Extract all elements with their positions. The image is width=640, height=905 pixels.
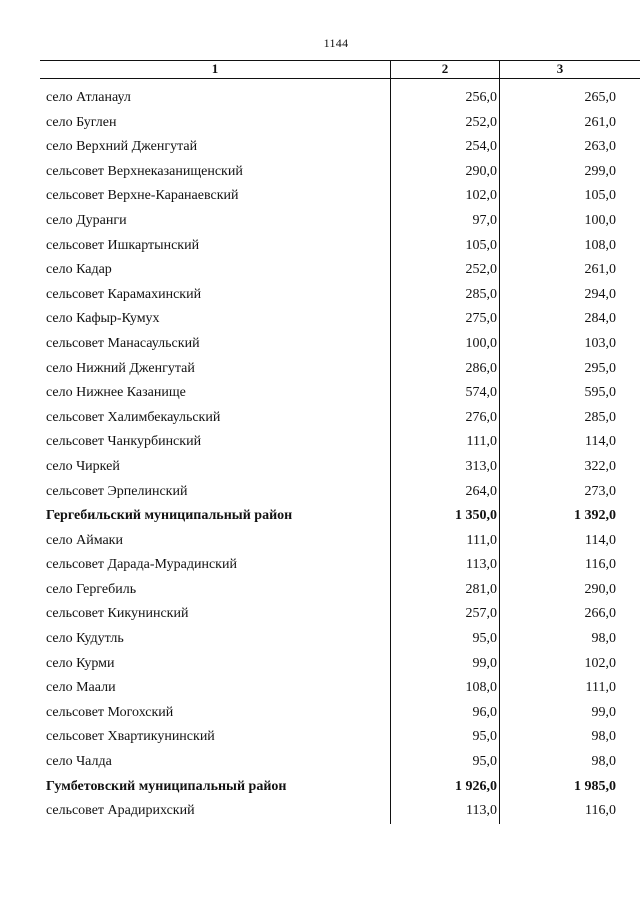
cell-value-3: 114,0 xyxy=(585,532,616,548)
cell-value-3: 114,0 xyxy=(585,434,616,450)
cell-name: сельсовет Халимбекаульский xyxy=(46,409,221,425)
cell-name: сельсовет Могохский xyxy=(46,704,174,720)
table-row xyxy=(40,430,640,455)
table-header-row xyxy=(40,60,640,79)
cell-name: село Кудутль xyxy=(46,631,124,647)
cell-value-2: 99,0 xyxy=(390,652,500,677)
cell-value-2: 286,0 xyxy=(390,357,500,382)
table-row xyxy=(40,750,640,775)
cell-value-3: 261,0 xyxy=(584,262,616,278)
cell-value-2: 254,0 xyxy=(390,135,500,160)
column-header-3: 3 xyxy=(556,61,564,76)
table-body xyxy=(40,86,640,824)
cell-value-2: 102,0 xyxy=(390,184,500,209)
cell-value-3: 265,0 xyxy=(584,90,616,105)
cell-value-2: 285,0 xyxy=(390,283,500,308)
cell-name: сельсовет Кикунинский xyxy=(46,606,189,622)
cell-value-3: 108,0 xyxy=(584,237,616,253)
table-row xyxy=(40,209,640,234)
cell-value-3: 116,0 xyxy=(585,803,616,819)
cell-value-2: 252,0 xyxy=(390,111,500,136)
cell-name: село Нижнее Казанище xyxy=(46,385,186,401)
cell-value-3: 294,0 xyxy=(584,286,616,302)
cell-value-3: 266,0 xyxy=(584,606,616,622)
table-row xyxy=(40,578,640,603)
cell-value-3: 595,0 xyxy=(584,385,616,401)
cell-value-2: 1 350,0 xyxy=(390,504,500,529)
cell-value-3: 116,0 xyxy=(585,557,616,573)
cell-name: село Чиркей xyxy=(46,458,120,474)
table-row xyxy=(40,480,640,505)
cell-value-2: 108,0 xyxy=(390,676,500,701)
cell-value-3: 98,0 xyxy=(591,754,616,770)
page-number: 1144 xyxy=(323,36,349,50)
cell-name: Гергебильский муниципальный район xyxy=(46,508,293,524)
cell-value-2: 313,0 xyxy=(390,455,500,480)
cell-name: село Буглен xyxy=(46,114,117,130)
cell-name: сельсовет Дарада-Мурадинский xyxy=(46,557,237,573)
data-table xyxy=(40,60,640,824)
table-spacer xyxy=(40,79,640,86)
cell-value-3: 285,0 xyxy=(584,409,616,425)
cell-value-2: 256,0 xyxy=(390,86,500,111)
cell-name: сельсовет Верхне-Каранаевский xyxy=(46,188,239,204)
table-row xyxy=(40,283,640,308)
cell-value-2: 257,0 xyxy=(390,602,500,627)
cell-name: село Гергебиль xyxy=(46,581,137,597)
table-row xyxy=(40,602,640,627)
cell-name: сельсовет Арадирихский xyxy=(46,803,195,819)
cell-value-3: 295,0 xyxy=(584,360,616,376)
cell-name: сельсовет Карамахинский xyxy=(46,286,202,302)
cell-value-3: 273,0 xyxy=(584,483,616,499)
table-row xyxy=(40,553,640,578)
cell-value-3: 98,0 xyxy=(591,729,616,745)
table-row-district xyxy=(40,504,640,529)
cell-name: сельсовет Ишкартынский xyxy=(46,237,200,253)
cell-name: Гумбетовский муниципальный район xyxy=(46,778,287,794)
table-row xyxy=(40,701,640,726)
cell-name: село Атланаул xyxy=(46,90,131,105)
cell-name: сельсовет Верхнеказанищенский xyxy=(46,163,243,179)
cell-value-2: 281,0 xyxy=(390,578,500,603)
table-row xyxy=(40,184,640,209)
cell-value-3: 103,0 xyxy=(584,335,616,351)
cell-value-2: 111,0 xyxy=(390,430,500,455)
cell-name: село Кафыр-Кумух xyxy=(46,311,160,327)
cell-value-3: 100,0 xyxy=(584,212,616,228)
cell-value-3: 261,0 xyxy=(584,114,616,130)
cell-value-2: 95,0 xyxy=(390,750,500,775)
cell-name: село Дуранги xyxy=(46,212,127,228)
column-header-1: 1 xyxy=(211,61,219,76)
cell-value-2: 97,0 xyxy=(390,209,500,234)
cell-value-3: 284,0 xyxy=(584,311,616,327)
cell-value-2: 105,0 xyxy=(390,234,500,259)
table-row-district xyxy=(40,775,640,800)
table-row xyxy=(40,86,640,111)
cell-name: село Аймаки xyxy=(46,532,123,548)
cell-name: село Верхний Дженгутай xyxy=(46,139,198,155)
table-row xyxy=(40,725,640,750)
cell-value-3: 105,0 xyxy=(584,188,616,204)
cell-value-3: 98,0 xyxy=(591,631,616,647)
cell-name: село Курми xyxy=(46,655,115,671)
table-row xyxy=(40,234,640,259)
table-row xyxy=(40,529,640,554)
cell-value-2: 252,0 xyxy=(390,258,500,283)
cell-value-3: 290,0 xyxy=(584,581,616,597)
column-header-2: 2 xyxy=(390,61,500,78)
cell-value-2: 275,0 xyxy=(390,307,500,332)
table-row xyxy=(40,357,640,382)
cell-value-2: 96,0 xyxy=(390,701,500,726)
cell-name: село Чалда xyxy=(46,754,112,770)
cell-value-3: 263,0 xyxy=(584,139,616,155)
cell-value-2: 1 926,0 xyxy=(390,775,500,800)
cell-value-2: 113,0 xyxy=(390,553,500,578)
cell-value-2: 113,0 xyxy=(390,799,500,824)
table-row xyxy=(40,676,640,701)
cell-name: село Кадар xyxy=(46,262,112,278)
table-row xyxy=(40,381,640,406)
cell-name: сельсовет Эрпелинский xyxy=(46,483,188,499)
table-row xyxy=(40,652,640,677)
table-row xyxy=(40,406,640,431)
table-row xyxy=(40,455,640,480)
cell-name: сельсовет Чанкурбинский xyxy=(46,434,202,450)
cell-value-2: 290,0 xyxy=(390,160,500,185)
cell-value-3: 111,0 xyxy=(585,680,616,696)
cell-value-3: 299,0 xyxy=(584,163,616,179)
cell-value-3: 99,0 xyxy=(591,704,616,720)
table-row xyxy=(40,307,640,332)
cell-value-2: 111,0 xyxy=(390,529,500,554)
cell-value-2: 100,0 xyxy=(390,332,500,357)
table-row xyxy=(40,332,640,357)
cell-value-3: 322,0 xyxy=(584,458,616,474)
cell-value-3: 1 392,0 xyxy=(574,508,616,524)
table-row xyxy=(40,160,640,185)
cell-name: сельсовет Манасаульский xyxy=(46,335,200,351)
cell-name: село Нижний Дженгутай xyxy=(46,360,195,376)
cell-name: сельсовет Хвартикунинский xyxy=(46,729,215,745)
cell-value-2: 276,0 xyxy=(390,406,500,431)
table-row xyxy=(40,799,640,824)
cell-name: село Маали xyxy=(46,680,116,696)
table-row xyxy=(40,135,640,160)
cell-value-2: 264,0 xyxy=(390,480,500,505)
cell-value-2: 574,0 xyxy=(390,381,500,406)
table-row xyxy=(40,627,640,652)
cell-value-3: 102,0 xyxy=(584,655,616,671)
table-row xyxy=(40,258,640,283)
cell-value-3: 1 985,0 xyxy=(574,778,616,794)
cell-value-2: 95,0 xyxy=(390,627,500,652)
table-row xyxy=(40,111,640,136)
cell-value-2: 95,0 xyxy=(390,725,500,750)
